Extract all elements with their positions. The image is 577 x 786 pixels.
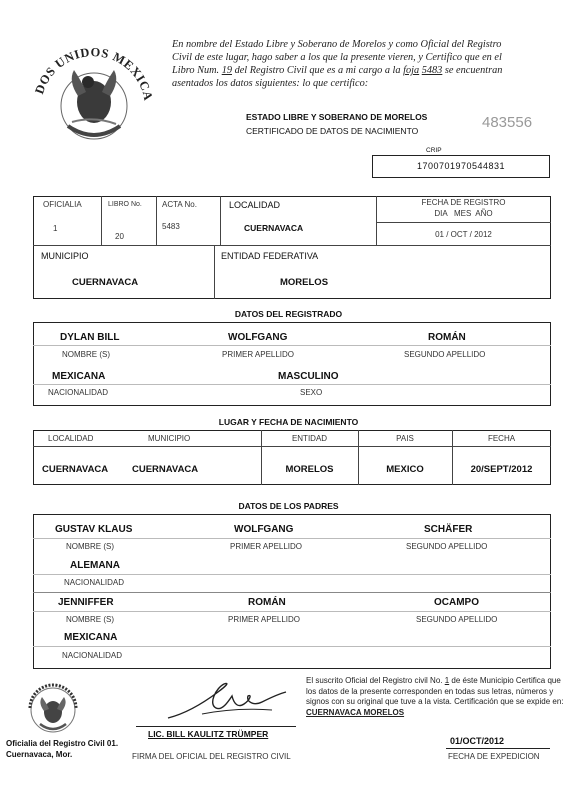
padre-segundo-label: SEGUNDO APELLIDO (406, 542, 488, 551)
nac-municipio-label: MUNICIPIO (148, 434, 191, 443)
svg-text:ESTADOS UNIDOS MEXICANOS: DOS UNIDOS MEXICA (32, 44, 156, 103)
padre-segundo-apellido: SCHÄFER (424, 524, 473, 535)
fecha-expedicion: 01/OCT/2012 (450, 736, 505, 746)
certification-statement: El suscrito Oficial del Registro civil No. 1 de éste Municipio Certifica que los datos de la presente corresponden en todas sus letras, números y signos con su original que tuve a la vista. Certificación que se expide en: CUERNAVACA MORELOS (306, 676, 564, 717)
fecha-expedicion-label: FECHA DE EXPEDICION (448, 752, 540, 761)
acta-value: 5483 (162, 222, 180, 231)
libro-value: 20 (115, 232, 124, 241)
registrado-title: DATOS DEL REGISTRADO (234, 309, 343, 319)
madre-primer-apellido: ROMÁN (248, 597, 286, 608)
nacimiento-title: LUGAR Y FECHA DE NACIMIENTO (218, 417, 359, 427)
registrado-nombre: DYLAN BILL (60, 332, 120, 343)
official-name: LIC. BILL KAULITZ TRÜMPER (148, 729, 269, 739)
nac-fecha: 20/SEPT/2012 (470, 464, 533, 475)
fecha-registro-value: 01 / OCT / 2012 (435, 230, 492, 239)
madre-nombre: JENNIFFER (58, 597, 114, 608)
oficialia-label: OFICIALIA (43, 200, 82, 209)
localidad-label: LOCALIDAD (229, 200, 281, 210)
fecha-registro-sub: DIA MES AÑO (434, 209, 493, 218)
padres-title: DATOS DE LOS PADRES (238, 501, 339, 511)
state-title: ESTADO LIBRE Y SOBERANO DE MORELOS (246, 112, 428, 122)
libro-label: LIBRO No. (108, 201, 142, 208)
nac-entidad: MORELOS (285, 464, 334, 475)
registrado-nacionalidad: MEXICANA (52, 371, 106, 382)
madre-nacionalidad-label: NACIONALIDAD (62, 651, 123, 660)
nac-localidad-label: LOCALIDAD (48, 434, 94, 443)
crip-value: 1700701970544831 (416, 161, 506, 171)
madre-nombre-label: NOMBRE (S) (66, 615, 114, 624)
nacionalidad-label: NACIONALIDAD (48, 388, 109, 397)
signature (162, 674, 292, 724)
nac-pais: MEXICO (386, 464, 424, 475)
registrado-sexo: MASCULINO (278, 371, 339, 382)
padre-nacionalidad: ALEMANA (70, 560, 120, 571)
crip-label: CRIP (426, 147, 442, 154)
office-line1: Oficialia del Registro Civil 01. (6, 739, 119, 748)
municipio-label: MUNICIPIO (41, 251, 89, 261)
madre-primer-label: PRIMER APELLIDO (228, 615, 301, 624)
certificate-title: CERTIFICADO DE DATOS DE NACIMIENTO (246, 126, 419, 136)
localidad-value: CUERNAVACA (244, 223, 304, 233)
entidad-label: ENTIDAD FEDERATIVA (221, 251, 319, 261)
primer-apellido-label: PRIMER APELLIDO (222, 350, 295, 359)
madre-segundo-label: SEGUNDO APELLIDO (416, 615, 498, 624)
sexo-label: SEXO (300, 388, 323, 397)
certification-intro: En nombre del Estado Libre y Soberano de Morelos y como Oficial del Registro Civil de este lugar, hago saber a los que la presente vieren, y Certifico que en el Libro Num. 19 del Registro Civil que es a mi cargo a la foja 5483 se encuentran asentados los datos siguientes: lo que certifico: (172, 39, 503, 89)
municipio-value: CUERNAVACA (72, 277, 139, 288)
office-seal (20, 678, 86, 738)
serial-number: 483556 (482, 114, 533, 131)
fecha-registro-label: FECHA DE REGISTRO (421, 198, 506, 207)
oficialia-value: 1 (53, 224, 58, 233)
national-seal (28, 26, 158, 150)
padre-nombre-label: NOMBRE (S) (66, 542, 114, 551)
nac-entidad-label: ENTIDAD (291, 434, 328, 443)
madre-nacionalidad: MEXICANA (64, 632, 118, 643)
nac-municipio: CUERNAVACA (132, 464, 199, 475)
firma-label: FIRMA DEL OFICIAL DEL REGISTRO CIVIL (132, 752, 291, 761)
segundo-apellido-label: SEGUNDO APELLIDO (404, 350, 486, 359)
padre-nacionalidad-label: NACIONALIDAD (64, 578, 125, 587)
nac-localidad: CUERNAVACA (42, 464, 109, 475)
padre-nombre: GUSTAV KLAUS (55, 524, 133, 535)
padre-primer-apellido: WOLFGANG (234, 524, 294, 535)
madre-segundo-apellido: OCAMPO (434, 597, 479, 608)
acta-label: ACTA No. (162, 200, 197, 209)
registrado-primer-apellido: WOLFGANG (228, 332, 288, 343)
padre-primer-label: PRIMER APELLIDO (230, 542, 303, 551)
nombre-label: NOMBRE (S) (62, 350, 110, 359)
nac-fecha-label: FECHA (487, 434, 516, 443)
nac-pais-label: PAIS (396, 434, 414, 443)
registrado-segundo-apellido: ROMÁN (428, 332, 466, 343)
entidad-value: MORELOS (280, 277, 329, 288)
office-line2: Cuernavaca, Mor. (6, 750, 73, 759)
